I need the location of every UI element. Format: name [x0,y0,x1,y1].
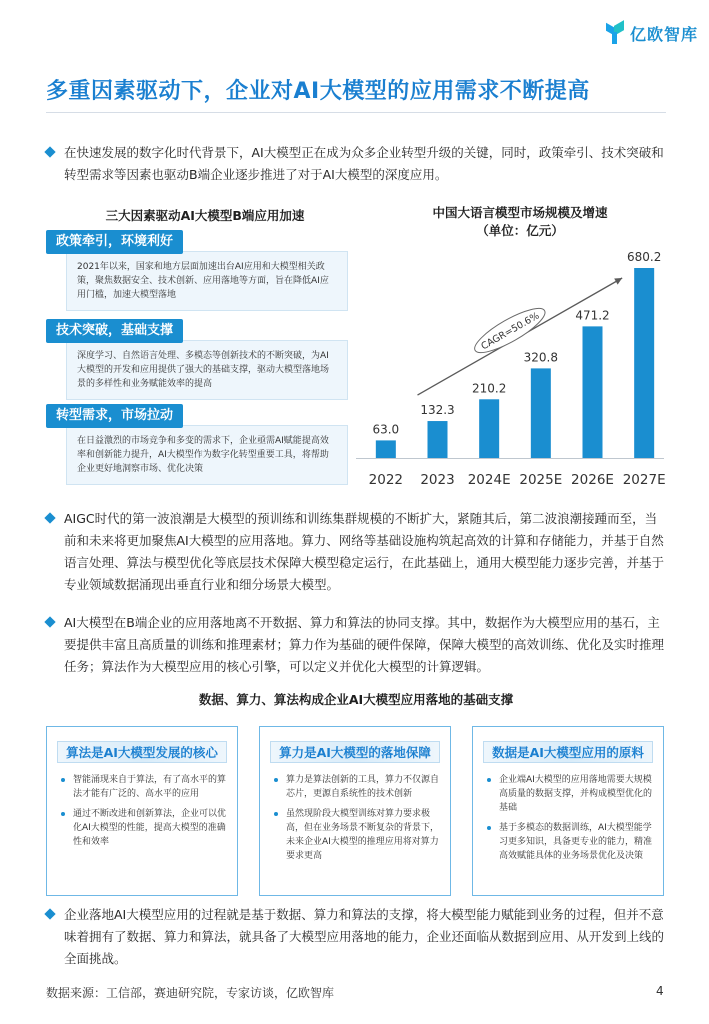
support-paragraph: AI大模型在B端企业的应用落地离不开数据、算力和算法的协同支撑。其中，数据作为大模型应用的基石，主要提供丰富且高质量的训练和推理素材；算力作为基础的硬件保障，保障大模型的高效训练、优化及实时推理任务；算法作为大模型应用的核心引擎，可以定义并优化大模型的计算逻辑。 [46,612,668,678]
bar-value-label: 132.3 [420,403,455,418]
pillar-card-compute [259,726,451,896]
bar-value-label: 471.2 [575,308,610,323]
data-source: 数据来源：工信部，赛迪研究院，专家访谈，亿欧智库 [46,986,335,1000]
pillar-bullet: 智能涌现来自于算法，有了高水平的算法才能有广泛的、高水平的应用 [61,773,227,801]
factor-body: 2021年以来，国家和地方层面加速出台AI应用和大模型相关政策，聚焦数据安全、技术创新、应用落地等方面，旨在降低AI应用门槛，加速大模型落地 [66,251,348,311]
x-tick-label: 2026E [571,472,614,488]
bar-2024E [479,399,499,458]
bar-value-label: 320.8 [523,350,559,365]
bar-2027E [634,268,654,458]
x-tick-label: 2027E [622,472,666,488]
factors-title: 三大因素驱动AI大模型B端应用加速 [105,208,305,223]
pillar-card-title: 算力是AI大模型的落地保障 [270,741,440,763]
title-divider [46,112,666,113]
cagr-label: CAGR=50.6% [479,310,542,353]
bar-value-label: 63.0 [372,422,400,437]
factor-body: 深度学习、自然语言处理、多模态等创新技术的不断突破，为AI大模型的开发和应用提供了强大的基础支撑，驱动大模型落地场景的多样性和业务赋能效率的提高 [66,340,348,400]
bar-value-label: 680.2 [626,250,662,264]
factor-head: 技术突破，基础支撑 [46,319,183,343]
factor-body: 在日益激烈的市场竞争和多变的需求下，企业亟需AI赋能提高效率和创新能力提升，AI大模型作为数字化转型重要工具，将帮助企业更好地洞察市场、优化决策 [66,425,348,485]
x-tick-label: 2022 [368,472,404,488]
pillar-bullet: 算力是算法创新的工具，算力不仅源自芯片，更源自系统性的技术创新 [274,773,440,801]
pillar-bullet: 企业端AI大模型的应用落地需要大规模高质量的数据支撑，并构成模型优化的基础 [487,773,653,815]
market-size-bar-chart [350,240,670,492]
pillar-bullet: 基于多模态的数据训练，AI大模型能学习更多知识，具备更专业的能力，精准高效赋能具体的业务场景优化及决策 [487,821,653,863]
factor-technology [46,319,348,400]
pillar-bullet: 虽然现阶段大模型训练对算力要求极高，但在业务场景不断复杂的背景下，未来企业AI大模型的推理应用将对算力要求更高 [274,807,440,863]
pillar-card-title: 算法是AI大模型发展的核心 [57,741,227,763]
page-number: 4 [656,984,664,998]
chart-title: 中国大语言模型市场规模及增速 （单位：亿元） [432,205,608,238]
pillar-card-data [472,726,664,896]
x-tick-label: 2025E [519,472,563,488]
x-tick-label: 2024E [467,472,511,488]
pillars-title: 数据、算力、算法构成企业AI大模型应用落地的基础支撑 [198,692,514,707]
x-tick-label: 2023 [420,472,455,488]
factor-head: 政策牵引，环境利好 [46,230,183,254]
brand-logo [606,22,698,45]
page-title: 多重因素驱动下，企业对AI大模型的应用需求不断提高 [46,79,590,104]
logo-mark-icon [606,23,626,45]
factor-head: 转型需求，市场拉动 [46,404,183,428]
bar-value-label: 210.2 [471,381,507,396]
factor-policy [46,230,348,311]
pillar-card-title: 数据是AI大模型应用的原料 [483,741,653,763]
pillar-bullet: 通过不断改进和创新算法，企业可以优化AI大模型的性能，提高大模型的准确性和效率 [61,807,227,849]
bar-2026E [583,326,603,458]
aigc-paragraph: AIGC时代的第一波浪潮是大模型的预训练和训练集群规模的不断扩大，紧随其后，第二波浪潮接踵而至，当前和未来将更加聚焦AI大模型的应用落地。算力、网络等基础设施构筑起高效的计算和存储能力，并基于自然语言处理、算法与模型优化等底层技术保障大模型稳定运行，在此基础上，通用大模型能力逐步完善，并基于专业领域数据涌现出垂直行业和细分场景大模型。 [46,508,668,596]
pillar-card-algorithm [46,726,238,896]
bar-2025E [531,368,551,458]
bar-2022 [376,440,396,458]
bar-2023 [428,421,448,458]
logo-text: 亿欧智库 [630,25,699,44]
factor-market [46,404,348,485]
intro-paragraph: 在快速发展的数字化时代背景下，AI大模型正在成为众多企业转型升级的关键，同时，政策牵引、技术突破和转型需求等因素也驱动B端企业逐步推进了对于AI大模型的深度应用。 [46,142,668,186]
conclusion-paragraph: 企业落地AI大模型应用的过程就是基于数据、算力和算法的支撑，将大模型能力赋能到业务的过程，但并不意味着拥有了数据、算力和算法，就具备了大模型应用落地的能力，企业还面临从数据到应用、从开发到上线的全面挑战。 [46,904,668,970]
